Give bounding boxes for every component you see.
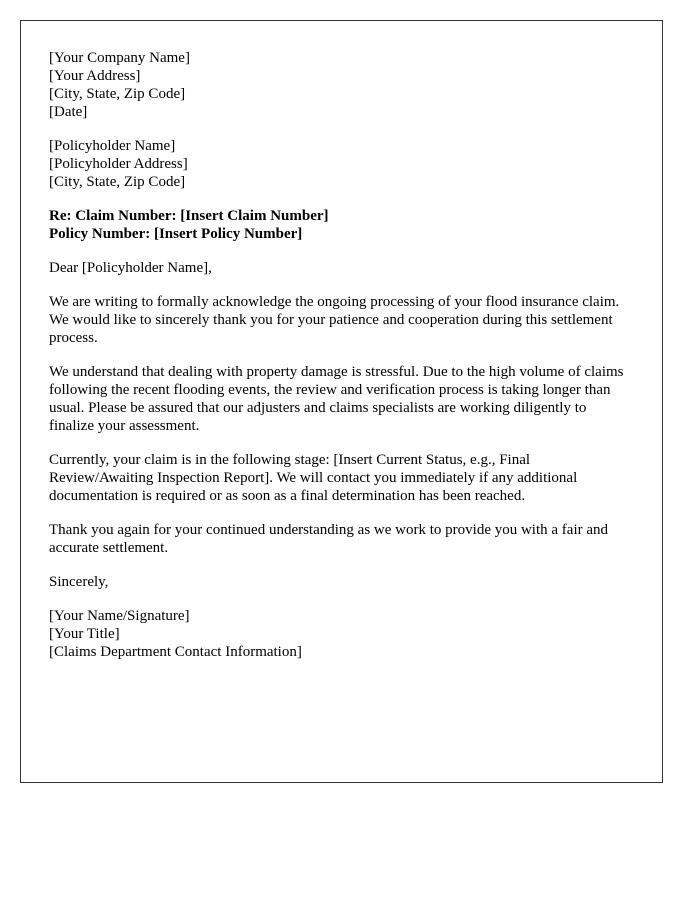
sender-block <box>49 49 634 121</box>
policy-number: Policy Number: [Insert Policy Number] <box>49 226 303 242</box>
body-paragraph-4: Thank you again for your continued understanding as we work to provide you with a fair and accurate settlement. <box>49 522 609 556</box>
letter <box>20 20 663 783</box>
closing: Sincerely, <box>49 574 109 590</box>
signature-contact: [Claims Department Contact Information] <box>49 644 302 660</box>
recipient-address: [Policyholder Address] <box>49 156 188 172</box>
recipient-name: [Policyholder Name] <box>49 138 176 154</box>
sender-city: [City, State, Zip Code] <box>49 86 186 102</box>
sender-company: [Your Company Name] <box>49 50 190 66</box>
signature-name: [Your Name/Signature] <box>49 608 190 624</box>
body-paragraph-3: Currently, your claim is in the following stage: [Insert Current Status, e.g., Final Review/Awaiting Inspection Report]. We will contact you immediately if any additional documentation is required or as soon as a final determination has been reached. <box>49 452 578 504</box>
body-paragraph-2: We understand that dealing with property damage is stressful. Due to the high volume of claims following the recent flooding events, the review and verification process is taking longer than usual. Please be assured that our adjusters and claims specialists are working diligently to finalize your assessment. <box>49 364 624 434</box>
signature-block <box>49 607 634 661</box>
signature-title: [Your Title] <box>49 626 120 642</box>
sender-address: [Your Address] <box>49 68 141 84</box>
claim-number: Re: Claim Number: [Insert Claim Number] <box>49 208 329 224</box>
body-paragraph-1: We are writing to formally acknowledge the ongoing processing of your flood insurance claim. We would like to sincerely thank you for your patience and cooperation during this settlement process. <box>49 294 620 346</box>
recipient-city: [City, State, Zip Code] <box>49 174 186 190</box>
recipient-block <box>49 137 634 191</box>
reference-block <box>49 207 634 243</box>
letter-date: [Date] <box>49 104 88 120</box>
salutation: Dear [Policyholder Name], <box>49 260 212 276</box>
